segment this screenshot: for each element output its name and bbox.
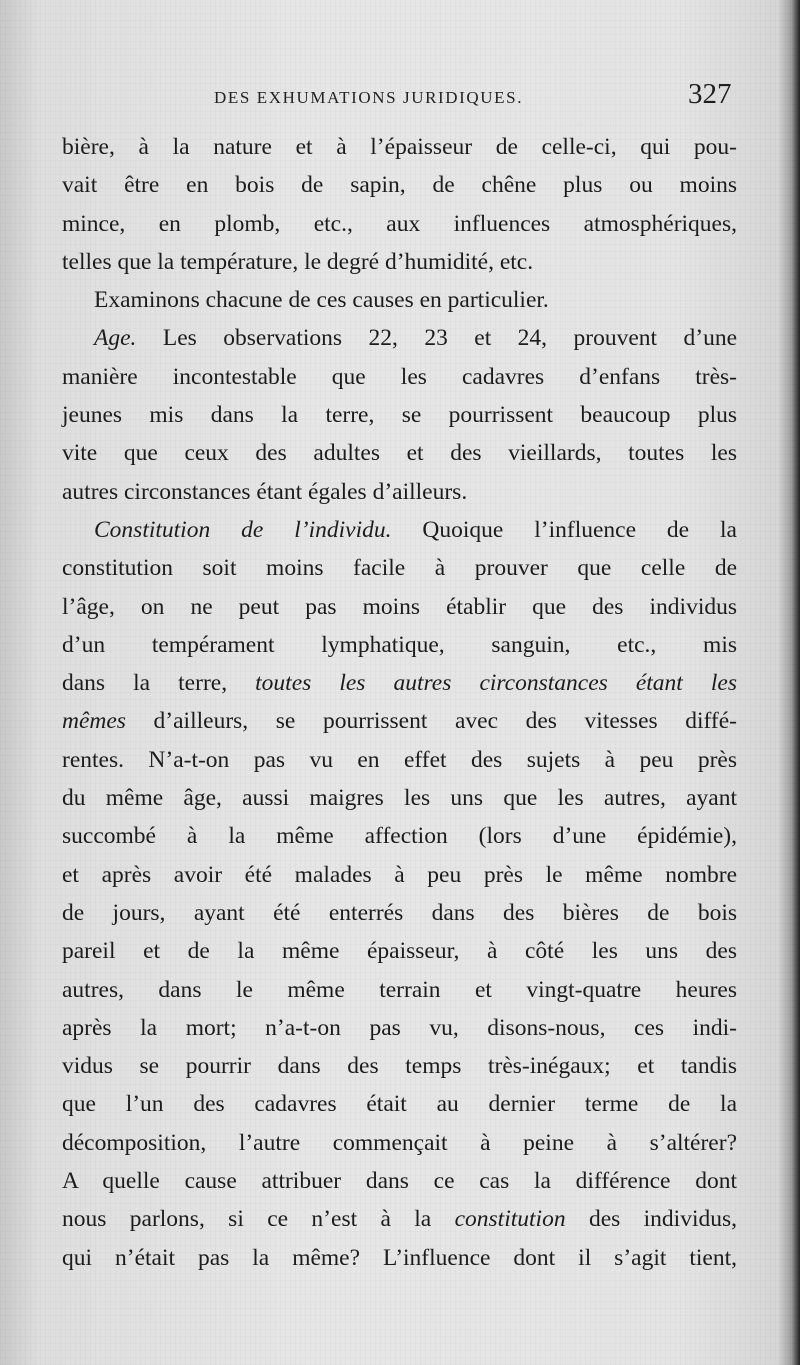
text-segment: telles que la température, le degré d’humidité, etc. [62,248,534,275]
text-line [62,1009,737,1047]
text-line [62,1085,737,1123]
text-line [62,243,737,281]
text-segment: après la mort; n’a-t-on pas vu, disons-nous, ces indi- [62,1014,737,1041]
text-segment: des individus, [565,1206,738,1233]
text-segment: d’ailleurs, se pourrissent avec des vitesses diffé- [125,708,737,735]
text-segment: Examinons chacune de ces causes en particulier. [94,287,549,314]
text-line [62,932,737,970]
text-segment: A quelle cause attribuer dans ce cas la différence dont [62,1168,737,1195]
text-segment: vidus se pourrir dans des temps très-inégaux; et tandis [62,1053,737,1080]
text-line [62,1162,737,1200]
text-segment: vait être en bois de sapin, de chêne plus ou moins [62,172,737,199]
text-segment: succombé à la même affection (lors d’une épidémie), [62,823,737,850]
text-line [62,894,737,932]
text-segment: Les observations 22, 23 et 24, prouvent d’une [136,325,737,352]
text-line [62,396,737,434]
text-line [62,856,737,894]
running-title: DES EXHUMATIONS JURIDIQUES. [214,88,524,107]
text-segment: de jours, ayant été enterrés dans des bières de bois [62,899,737,926]
text-line [62,319,737,357]
text-line [62,434,737,472]
text-segment: du même âge, aussi maigres les uns que les autres, ayant [62,785,737,812]
italic-text-segment: Constitution de l’individu. [94,516,392,543]
italic-text-segment: Age. [94,325,137,352]
text-line [62,511,737,549]
text-line [62,741,737,779]
text-segment: vite que ceux des adultes et des vieillards, toutes les [62,440,737,467]
text-line [62,166,737,204]
text-line [62,779,737,817]
text-segment: d’un tempérament lymphatique, sanguin, etc., mis [62,631,737,658]
text-segment: dans la terre, [62,670,256,697]
text-segment: pareil et de la même épaisseur, à côté les uns des [62,938,737,965]
text-segment: autres circonstances étant égales d’ailleurs. [62,478,468,505]
text-segment: mince, en plomb, etc., aux influences atmosphériques, [62,210,737,237]
text-segment: et après avoir été malades à peu près le même nombre [62,861,737,888]
text-line [62,588,737,626]
page-edge-shadow [778,0,800,1365]
text-line [62,128,737,166]
text-segment: l’âge, on ne peut pas moins établir que des individus [62,593,737,620]
text-line [62,281,737,319]
page-number: 327 [688,78,732,110]
text-segment: manière incontestable que les cadavres d’enfans très- [62,363,737,390]
text-line [62,664,737,702]
text-line [62,1124,737,1162]
text-line [62,549,737,587]
text-line [62,1239,737,1277]
text-line [62,205,737,243]
italic-text-segment: mêmes [62,708,126,735]
text-segment: bière, à la nature et à l’épaisseur de celle-ci, qui pou- [62,134,737,160]
text-segment: Quoique l’influence de la [391,516,737,543]
text-line [62,1200,737,1238]
text-line [62,702,737,740]
text-line [62,626,737,664]
text-line [62,358,737,396]
text-line [62,473,737,511]
text-segment: constitution soit moins facile à prouver que celle de [62,555,737,582]
text-segment: décomposition, l’autre commençait à peine à s’altérer? [62,1129,737,1156]
text-segment: rentes. N’a-t-on pas vu en effet des sujets à peu près [62,746,737,773]
text-segment: qui n’était pas la même? L’influence dont il s’agit tient, [62,1244,737,1271]
text-line [62,971,737,1009]
text-segment: que l’un des cadavres était au dernier terme de la [62,1091,737,1118]
text-line [62,1047,737,1085]
body-text [62,128,737,1277]
text-segment: autres, dans le même terrain et vingt-quatre heures [62,976,737,1003]
italic-text-segment: constitution [454,1206,566,1233]
italic-text-segment: toutes les autres circonstances étant les [255,670,737,697]
text-line [62,817,737,855]
text-segment: jeunes mis dans la terre, se pourrissent beaucoup plus [62,402,737,429]
text-segment: nous parlons, si ce n’est à la [62,1206,455,1233]
